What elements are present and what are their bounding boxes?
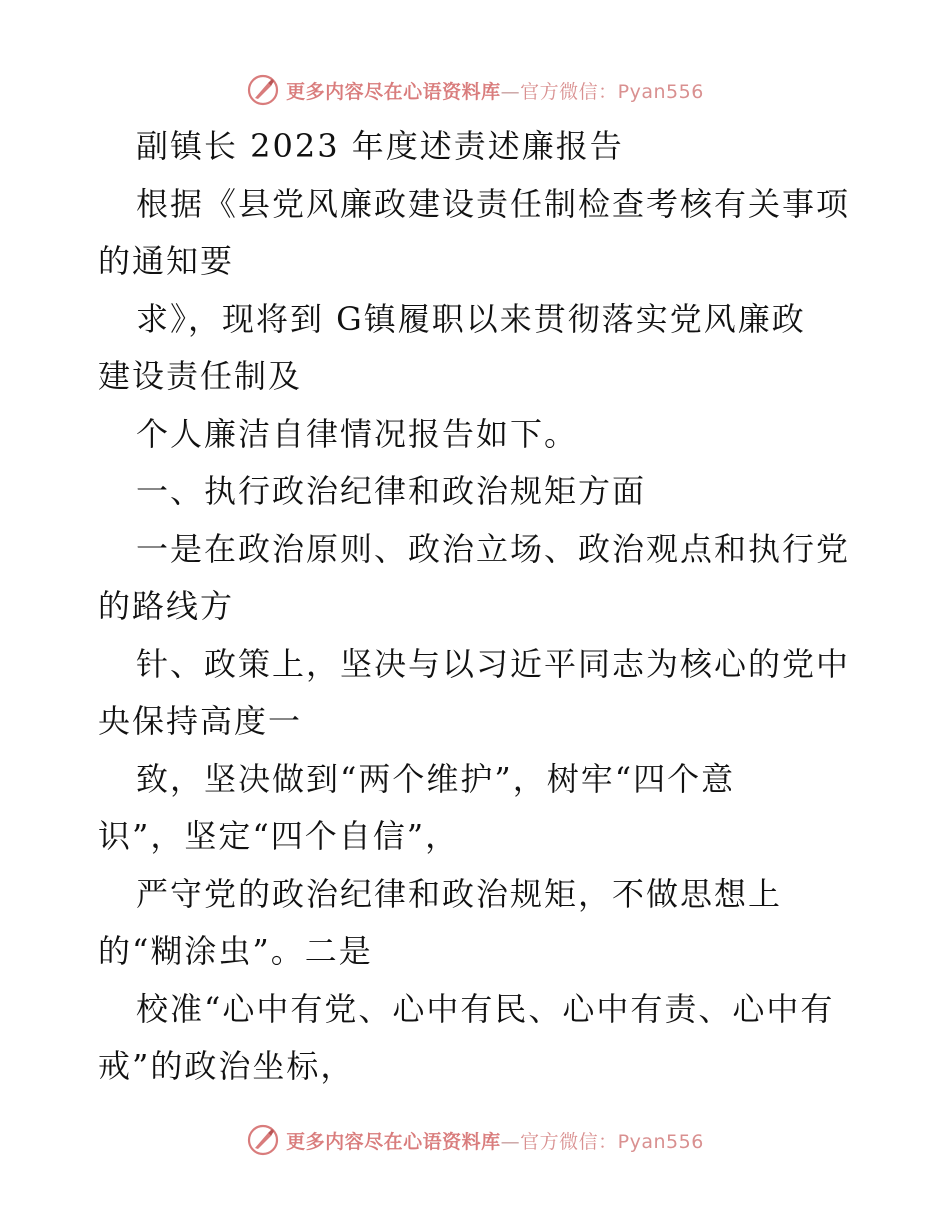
paragraph-line: 央保持高度一 (98, 702, 303, 740)
document-body (98, 118, 858, 1096)
paragraph-line: 校准“心中有党、心中有民、心中有责、心中有 (136, 989, 835, 1028)
paragraph-line: 求》，现将到 G镇履职以来贯彻落实党风廉政 (136, 299, 806, 338)
watermark-text: 更多内容尽在心语资料库—官方微信：Pyan556 (286, 1130, 704, 1153)
paragraph-line: 识”，坚定“四个自信”， (98, 817, 460, 855)
paragraph-line: 致，坚决做到“两个维护”，树牢“四个意 (136, 759, 736, 798)
quill-circle-logo-icon (246, 73, 280, 107)
footer-watermark (0, 1120, 950, 1160)
watermark-text: 更多内容尽在心语资料库—官方微信：Pyan556 (286, 80, 704, 103)
header-watermark (0, 70, 950, 110)
paragraph-line: 的通知要 (98, 242, 235, 280)
paragraph-line: 个人廉洁自律情况报告如下。 (136, 414, 579, 453)
section-heading: 一、执行政治纪律和政治规矩方面 (136, 472, 647, 510)
paragraph-line: 针、政策上，坚决与以习近平同志为核心的党中 (136, 644, 851, 683)
paragraph-line: 的路线方 (98, 587, 235, 625)
quill-circle-logo-icon (246, 1123, 280, 1157)
paragraph-line: 严守党的政治纪律和政治规矩，不做思想上 (136, 874, 783, 913)
paragraph-line: 根据《县党风廉政建设责任制检查考核有关事项 (136, 184, 851, 223)
paragraph-line: 建设责任制及 (98, 357, 303, 395)
document-title: 副镇长 2023 年度述责述廉报告 (136, 127, 624, 165)
paragraph-line: 的“糊涂虫”。二是 (98, 932, 373, 970)
paragraph-line: 戒”的政治坐标， (98, 1047, 355, 1085)
paragraph-line: 一是在政治原则、政治立场、政治观点和执行党 (136, 529, 851, 568)
